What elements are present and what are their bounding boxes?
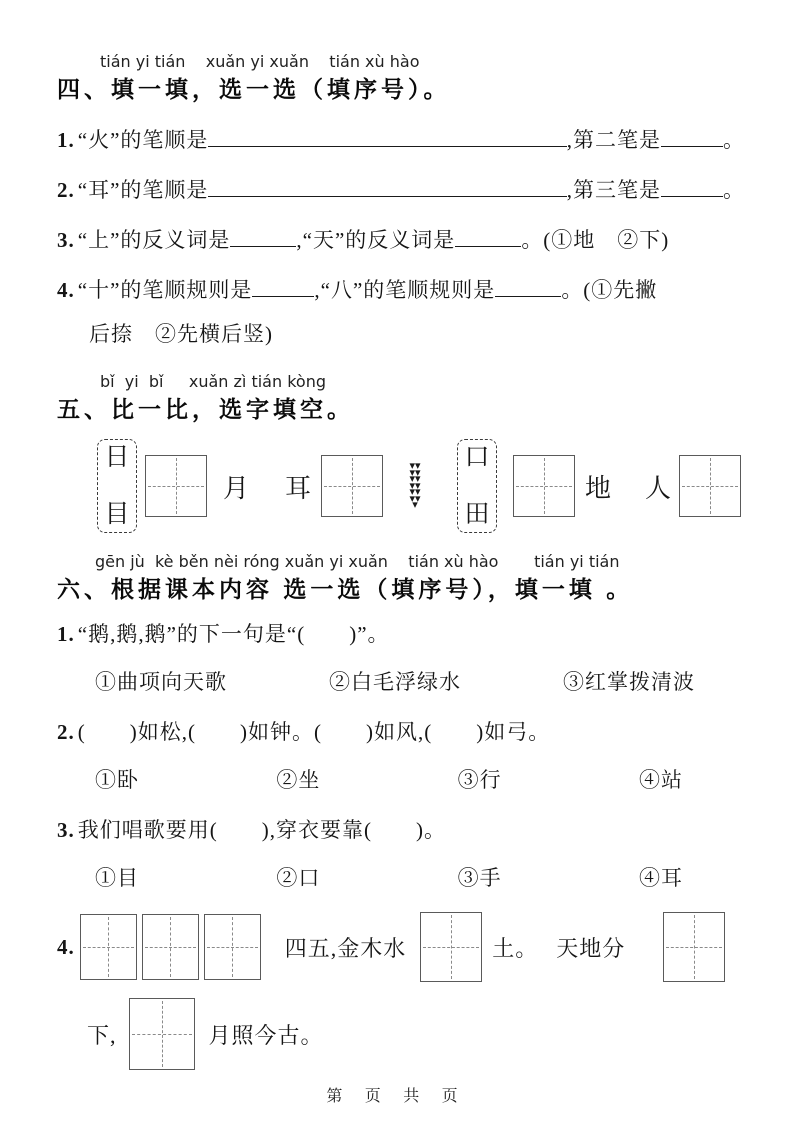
question-text: 。 — [723, 128, 745, 152]
answer-blank[interactable] — [208, 196, 566, 197]
divider-arrows: ▾▾▾▾▾▾▾▾▾▾▾▾▾ — [409, 459, 421, 512]
question-text: “耳”的笔顺是 — [77, 178, 209, 202]
question-row-6-4 — [57, 912, 745, 982]
writing-grid[interactable] — [204, 914, 261, 980]
question-row-4-1 — [57, 126, 745, 154]
option: ③行 — [457, 768, 502, 792]
question-number: 3. — [57, 228, 75, 252]
choice-character: 口 — [464, 444, 490, 471]
answer-blank[interactable] — [230, 246, 296, 247]
question-number: 3. — [57, 818, 75, 842]
question-row-4-2 — [57, 176, 745, 204]
writing-grid[interactable] — [145, 455, 207, 517]
question-text: ,“天”的反义词是 — [296, 228, 456, 252]
question-number: 1. — [57, 622, 75, 646]
word-label: 地 — [585, 473, 612, 503]
section-6-title: 六、根据课本内容 选一选（填序号），填一填 。 — [57, 576, 634, 602]
choice-character: 日 — [104, 444, 130, 471]
character-choice-box-left — [97, 439, 137, 533]
section-4-title: 四、填一填，选一选（填序号）。 — [57, 76, 451, 102]
question-row-6-4-continuation — [57, 998, 745, 1070]
option: ③红掌拨清波 — [563, 670, 695, 694]
question-text: ,“八”的笔顺规则是 — [314, 278, 496, 302]
options-row — [95, 862, 683, 892]
word-label: 人 — [645, 473, 672, 503]
question-row-4-3 — [57, 226, 745, 254]
writing-grid[interactable] — [420, 912, 482, 982]
choice-character: 田 — [464, 501, 490, 528]
page-footer: 第 页 共 页 — [326, 1088, 467, 1105]
question-text: 土。 — [492, 935, 539, 961]
writing-grid[interactable] — [129, 998, 195, 1070]
section-6-pinyin: gēn jù kè běn nèi róng xuǎn yi xuǎn tián xù hào tián yi tián — [95, 552, 620, 571]
option: ③手 — [457, 866, 502, 890]
section-4-pinyin: tián yi tián xuǎn yi xuǎn tián xù hào — [100, 52, 420, 71]
answer-blank[interactable] — [252, 296, 314, 297]
writing-grid[interactable] — [80, 914, 137, 980]
writing-grid[interactable] — [663, 912, 725, 982]
word-label: 月 — [223, 473, 250, 503]
option: ②口 — [276, 866, 321, 890]
answer-blank[interactable] — [455, 246, 521, 247]
section-5-title: 五、比一比，选字填空。 — [57, 396, 354, 422]
section-5-pinyin: bǐ yi bǐ xuǎn zì tián kòng — [100, 372, 326, 391]
option: ①卧 — [95, 768, 139, 792]
question-number: 2. — [57, 720, 75, 744]
question-row-4-4 — [57, 276, 745, 304]
writing-grid[interactable] — [679, 455, 741, 517]
question-number: 4. — [57, 278, 75, 302]
question-row-6-2 — [57, 718, 745, 746]
question-row-4-4-continuation: 后捺 ②先横后竖) — [89, 322, 273, 346]
character-choice-box-right — [457, 439, 497, 533]
choice-character: 目 — [104, 501, 130, 528]
question-number: 4. — [57, 934, 75, 959]
option: ①曲项向天歌 — [95, 670, 227, 694]
writing-grid[interactable] — [513, 455, 575, 517]
question-text: 。(①先撇 — [561, 278, 658, 302]
option: ②坐 — [276, 768, 321, 792]
question-text: “火”的笔顺是 — [77, 128, 209, 152]
option: ④耳 — [638, 866, 683, 890]
section-5 — [57, 372, 745, 536]
question-text: “十”的笔顺规则是 — [77, 278, 253, 302]
options-row — [95, 666, 695, 696]
question-text: “上”的反义词是 — [77, 228, 231, 252]
writing-grid[interactable] — [321, 455, 383, 517]
question-text: 四五,金木水 — [284, 935, 407, 961]
question-text: ( )如松,( )如钟。( )如风,( )如弓。 — [77, 720, 551, 744]
question-number: 2. — [57, 178, 75, 202]
option: ①目 — [95, 866, 139, 890]
option: ④站 — [638, 768, 683, 792]
word-label: 耳 — [285, 473, 312, 503]
answer-blank[interactable] — [208, 146, 566, 147]
question-text: 。 — [723, 178, 745, 202]
section-6 — [57, 552, 745, 1070]
question-text: 月照今古。 — [208, 1022, 324, 1048]
question-row-6-1 — [57, 620, 745, 648]
answer-blank[interactable] — [661, 196, 723, 197]
answer-blank[interactable] — [495, 296, 561, 297]
writing-grid[interactable] — [142, 914, 199, 980]
section-4 — [57, 52, 745, 348]
question-text: “鹅,鹅,鹅”的下一句是“( )”。 — [77, 622, 390, 646]
option: ②白毛浮绿水 — [329, 670, 461, 694]
question-text: ,第二笔是 — [566, 128, 661, 152]
options-row — [95, 764, 683, 794]
question-text: 下, — [87, 1022, 117, 1048]
matching-exercise-row — [57, 436, 745, 536]
question-text: ,第三笔是 — [566, 178, 661, 202]
question-text: 我们唱歌要用( ),穿衣要靠( )。 — [77, 818, 446, 842]
answer-blank[interactable] — [661, 146, 723, 147]
question-text: 天地分 — [556, 935, 626, 961]
question-text: 。(①地 ②下) — [521, 228, 670, 252]
question-number: 1. — [57, 128, 75, 152]
question-row-6-3 — [57, 816, 745, 844]
